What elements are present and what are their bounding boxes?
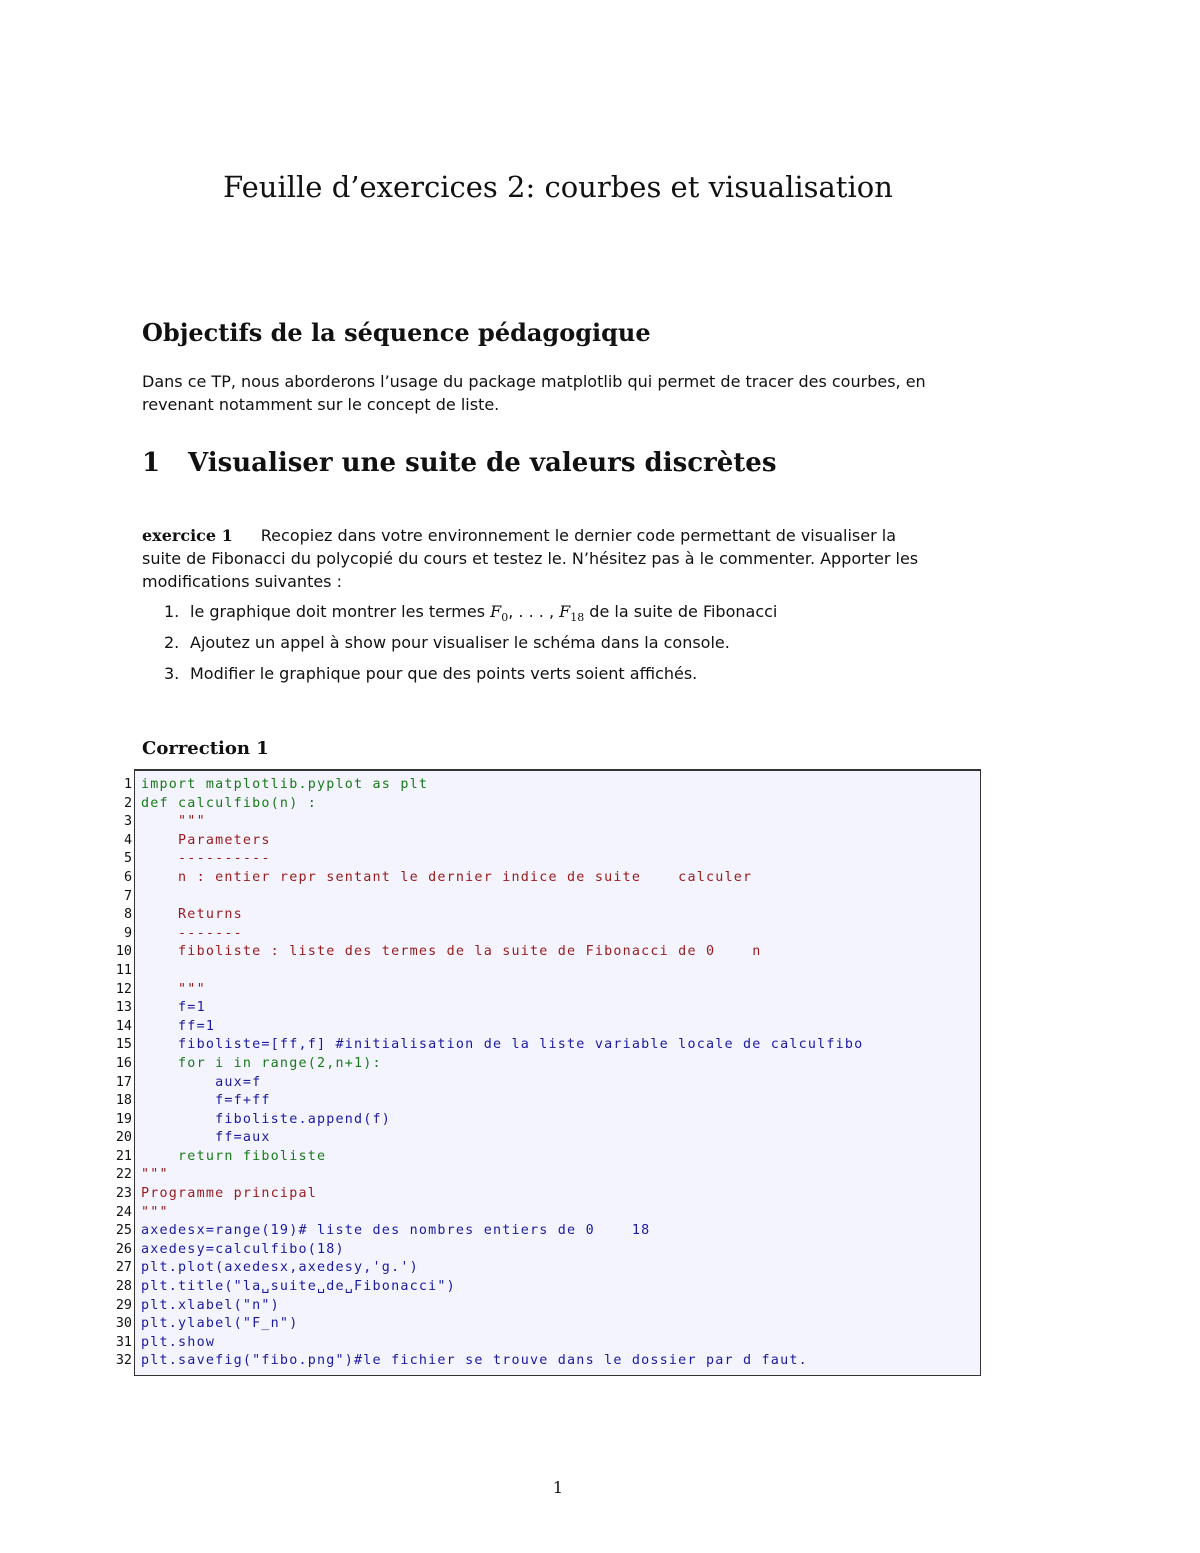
list-index: 1.	[164, 602, 180, 621]
line-number: 26	[115, 1241, 132, 1257]
code-text: """	[141, 981, 206, 997]
line-number: 21	[115, 1148, 132, 1164]
math-symbol: F	[559, 602, 571, 621]
code-line	[108, 832, 863, 851]
line-number: 4	[123, 832, 132, 848]
code-text: plt.ylabel("F_n")	[141, 1316, 299, 1332]
line-number: 19	[115, 1111, 132, 1127]
code-text: plt.show	[141, 1334, 216, 1350]
line-number: 2	[123, 795, 132, 811]
code-line	[108, 1241, 863, 1260]
code-text: n : entier repr sentant le dernier indice de suite calculer	[141, 869, 753, 885]
exercise-line-3: modifications suivantes :	[142, 572, 342, 591]
line-number: 6	[123, 869, 132, 885]
code-text: Programme principal	[141, 1186, 317, 1202]
code-line	[108, 1074, 863, 1093]
line-number: 22	[115, 1167, 132, 1183]
objectives-line-2: revenant notamment sur le concept de liste.	[142, 395, 500, 414]
code-text: ff=1	[141, 1018, 216, 1034]
exercise-label: exercice 1	[142, 526, 233, 545]
code-text: plt.xlabel("n")	[141, 1297, 280, 1313]
line-number: 31	[115, 1334, 132, 1350]
code-listing	[108, 776, 863, 1371]
list-item	[164, 662, 777, 693]
code-text: plt.savefig("fibo.png")#le fichier se trouve dans le dossier par d faut.	[141, 1353, 808, 1369]
code-text: return fiboliste	[141, 1148, 327, 1164]
code-text: plt.plot(axedesx,axedesy,'g.')	[141, 1260, 419, 1276]
code-line	[108, 1092, 863, 1111]
code-text: """	[141, 1204, 169, 1220]
math-symbol: F	[490, 602, 502, 621]
code-line	[108, 795, 863, 814]
line-number: 14	[115, 1018, 132, 1034]
code-text: f=f+ff	[141, 1093, 271, 1109]
code-line	[108, 1055, 863, 1074]
line-number: 27	[115, 1260, 132, 1276]
math-term	[490, 602, 509, 625]
code-line	[108, 1148, 863, 1167]
code-text: ----------	[141, 851, 271, 867]
section-1-heading	[142, 448, 776, 478]
code-text: axedesy=calculfibo(18)	[141, 1241, 345, 1257]
list-item	[164, 631, 777, 662]
line-number: 29	[115, 1297, 132, 1313]
exercise-text-1: Recopiez dans votre environnement le dernier code permettant de visualiser la	[260, 526, 896, 545]
math-term	[559, 602, 585, 625]
code-line	[108, 999, 863, 1018]
code-line	[108, 1222, 863, 1241]
page-number: 1	[552, 1478, 564, 1497]
code-line	[108, 1259, 863, 1278]
code-line	[108, 1278, 863, 1297]
code-line	[108, 1166, 863, 1185]
correction-heading: Correction 1	[142, 738, 269, 759]
line-number: 7	[123, 888, 132, 904]
exercise-list	[164, 600, 777, 693]
code-text: aux=f	[141, 1074, 262, 1090]
code-text: """	[141, 814, 206, 830]
code-line	[108, 906, 863, 925]
code-line	[108, 1204, 863, 1223]
line-number: 32	[115, 1353, 132, 1369]
code-text: import matplotlib.pyplot as plt	[141, 777, 429, 792]
line-number: 23	[115, 1186, 132, 1202]
line-number: 13	[115, 1000, 132, 1016]
code-text: Parameters	[141, 832, 271, 848]
line-number: 5	[123, 851, 132, 867]
line-number: 8	[123, 907, 132, 923]
code-line	[108, 1185, 863, 1204]
code-line	[108, 1297, 863, 1316]
list-item	[164, 600, 777, 631]
math-subscript: 0	[501, 611, 509, 625]
code-line	[108, 1352, 863, 1371]
list-text: le graphique doit montrer les termes	[190, 602, 491, 621]
exercise-paragraph	[142, 524, 980, 593]
code-line	[108, 1315, 863, 1334]
line-number: 11	[115, 962, 132, 978]
line-number: 25	[115, 1223, 132, 1239]
code-line	[108, 869, 863, 888]
code-line	[108, 1018, 863, 1037]
line-number: 28	[115, 1279, 132, 1295]
list-text: de la suite de Fibonacci	[584, 602, 778, 621]
code-text: ff=aux	[141, 1130, 271, 1146]
section-title: Visualiser une suite de valeurs discrètes	[188, 448, 777, 478]
list-text: , . . . ,	[508, 602, 560, 621]
code-text: fiboliste=[ff,f] #initialisation de la liste variable locale de calculfibo	[141, 1037, 864, 1053]
code-line	[108, 813, 863, 832]
page-title: Feuille d’exercices 2: courbes et visualisation	[223, 170, 893, 204]
code-text: for i in range(2,n+1):	[141, 1055, 382, 1071]
code-line	[108, 943, 863, 962]
line-number: 20	[115, 1130, 132, 1146]
code-line	[108, 925, 863, 944]
code-text: def calculfibo(n) :	[141, 795, 317, 811]
line-number: 30	[115, 1316, 132, 1332]
code-line	[108, 981, 863, 1000]
line-number: 15	[115, 1037, 132, 1053]
code-line	[108, 962, 863, 981]
line-number: 24	[115, 1204, 132, 1220]
objectives-heading: Objectifs de la séquence pédagogique	[142, 318, 651, 347]
code-line	[108, 1111, 863, 1130]
objectives-line-1: Dans ce TP, nous aborderons l’usage du package matplotlib qui permet de tracer des courbes, en	[142, 372, 926, 391]
exercise-line-1	[142, 524, 980, 547]
line-number: 1	[123, 777, 132, 792]
section-number: 1	[142, 448, 161, 478]
code-line	[108, 888, 863, 907]
code-line	[108, 776, 863, 795]
code-text: """	[141, 1167, 169, 1183]
code-text: plt.title("la␣suite␣de␣Fibonacci")	[141, 1279, 456, 1295]
exercise-line-2: suite de Fibonacci du polycopié du cours et testez le. N’hésitez pas à le commenter. Apporter les	[142, 549, 919, 568]
code-line	[108, 850, 863, 869]
list-text: Modifier le graphique pour que des points verts soient affichés.	[190, 664, 698, 683]
code-line	[108, 1129, 863, 1148]
list-index: 2.	[164, 633, 180, 652]
line-number: 3	[123, 814, 132, 830]
list-index: 3.	[164, 664, 180, 683]
line-number: 16	[115, 1055, 132, 1071]
line-number: 17	[115, 1074, 132, 1090]
code-text: axedesx=range(19)# liste des nombres entiers de 0 18	[141, 1223, 651, 1239]
objectives-paragraph	[142, 370, 980, 416]
line-number: 9	[123, 925, 132, 941]
list-text: Ajoutez un appel à show pour visualiser le schéma dans la console.	[190, 633, 730, 652]
code-text: Returns	[141, 907, 243, 923]
code-line	[108, 1036, 863, 1055]
line-number: 12	[115, 981, 132, 997]
code-text: f=1	[141, 1000, 206, 1016]
math-subscript: 18	[570, 611, 585, 625]
code-text: -------	[141, 925, 243, 941]
code-line	[108, 1334, 863, 1353]
code-text: fiboliste : liste des termes de la suite de Fibonacci de 0 n	[141, 944, 762, 960]
line-number: 10	[115, 944, 132, 960]
line-number: 18	[115, 1093, 132, 1109]
code-text: fiboliste.append(f)	[141, 1111, 392, 1127]
